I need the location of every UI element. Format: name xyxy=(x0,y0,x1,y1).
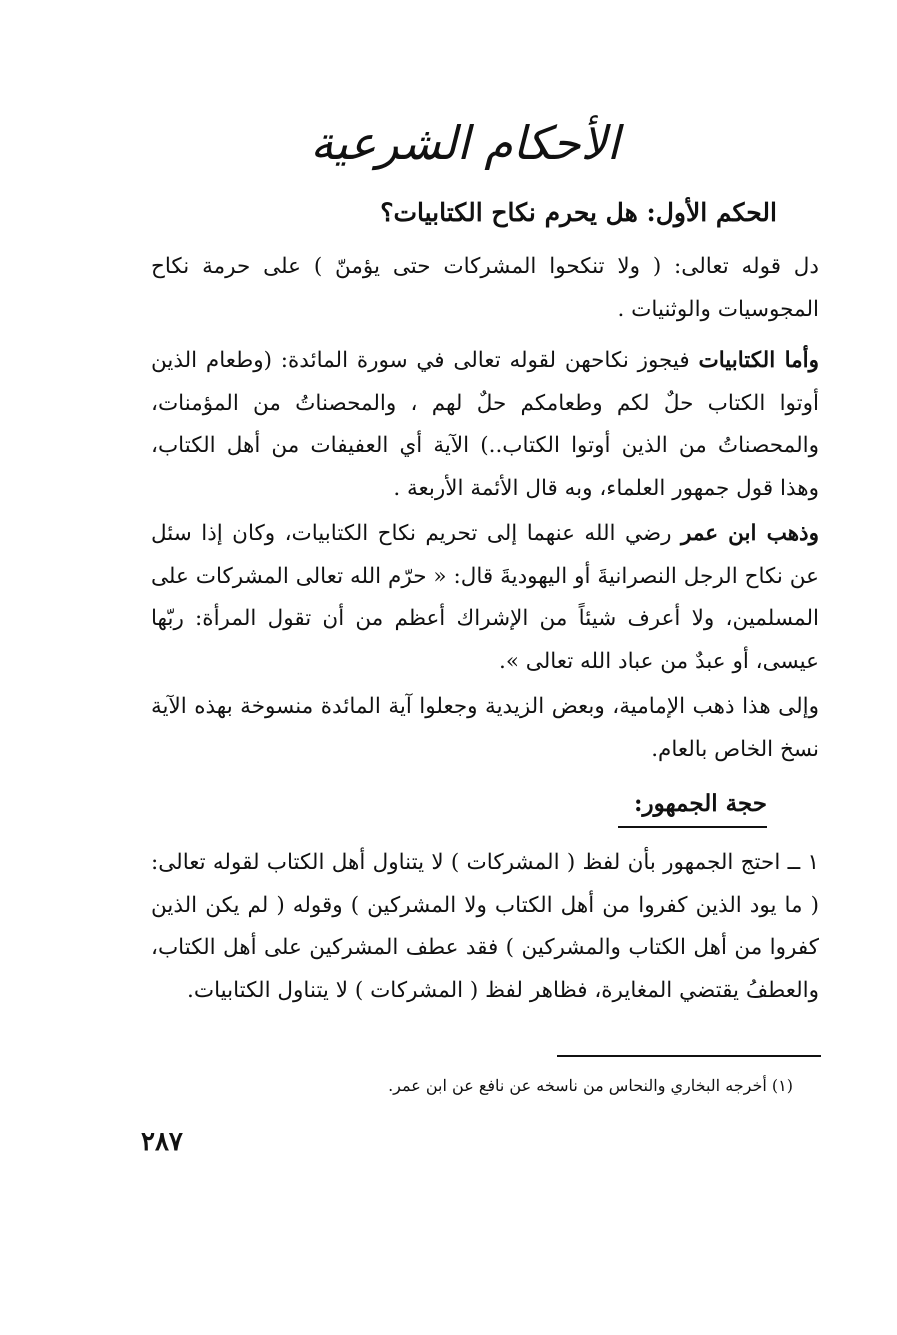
footnote: (١) أخرجه البخاري والنحاس من ناسخه عن نافع عن ابن عمر. xyxy=(388,1076,793,1095)
paragraph-1: دل قوله تعالى: ( ولا تنكحوا المشركات حتى يؤمنّ ) على حرمة نكاح المجوسيات والوثنيات . xyxy=(151,254,819,322)
footnote-divider xyxy=(557,1055,821,1057)
page-title: الأحكام الشرعية xyxy=(310,116,620,170)
paragraph-3-body: رضي الله عنهما إلى تحريم نكاح الكتابيات، وكان إذا سئل عن نكاح الرجل النصرانيةَ أو اليهوديةَ قال: « حرّم الله تعالى المشركات على المسلمين، ولا أعرف شيئاً من الإشراك أعظم من أن تقول المرأة: ربّها عيسى، أو عبدٌ من عباد الله تعالى ». xyxy=(151,521,819,674)
paragraph-5: ١ ــ احتج الجمهور بأن لفظ ( المشركات ) لا يتناول أهل الكتاب لقوله تعالى: ( ما يود الذين كفروا من أهل الكتاب ولا المشركين ) وقوله ( لم يكن الذين كفروا من أهل الكتاب والمشركين ) فقد عطف المشركين على أهل الكتاب، والعطفُ يقتضي المغايرة، فظاهر لفظ ( المشركات ) لا يتناول الكتابيات. xyxy=(151,850,820,1003)
section-heading-majority-argument: حجة الجمهور: xyxy=(633,790,767,817)
heading-underline xyxy=(618,826,767,828)
paragraph-4: وإلى هذا ذهب الإمامية، وبعض الزيدية وجعلوا آية المائدة منسوخة بهذه الآية نسخ الخاص بالعام. xyxy=(151,694,819,762)
section-heading-first-ruling: الحكم الأول: هل يحرم نكاح الكتابيات؟ xyxy=(380,198,777,227)
paragraph-3 xyxy=(151,513,819,683)
paragraph-2-body: فيجوز نكاحهن لقوله تعالى في سورة المائدة: (وطعام الذين أوتوا الكتاب حلٌ لكم وطعامكم حلٌ لهم ، والمحصناتُ من المؤمنات، والمحصناتُ من الذين أوتوا الكتاب..) الآية أي العفيفات من أهل الكتاب، وهذا قول جمهور العلماء، وبه قال الأئمة الأربعة . xyxy=(151,348,819,501)
paragraph-3-lead: وذهب ابن عمر xyxy=(680,521,819,546)
page-number: ٢٨٧ xyxy=(141,1127,183,1157)
paragraph-2 xyxy=(151,340,819,510)
paragraph-2-lead: وأما الكتابيات xyxy=(698,348,820,373)
